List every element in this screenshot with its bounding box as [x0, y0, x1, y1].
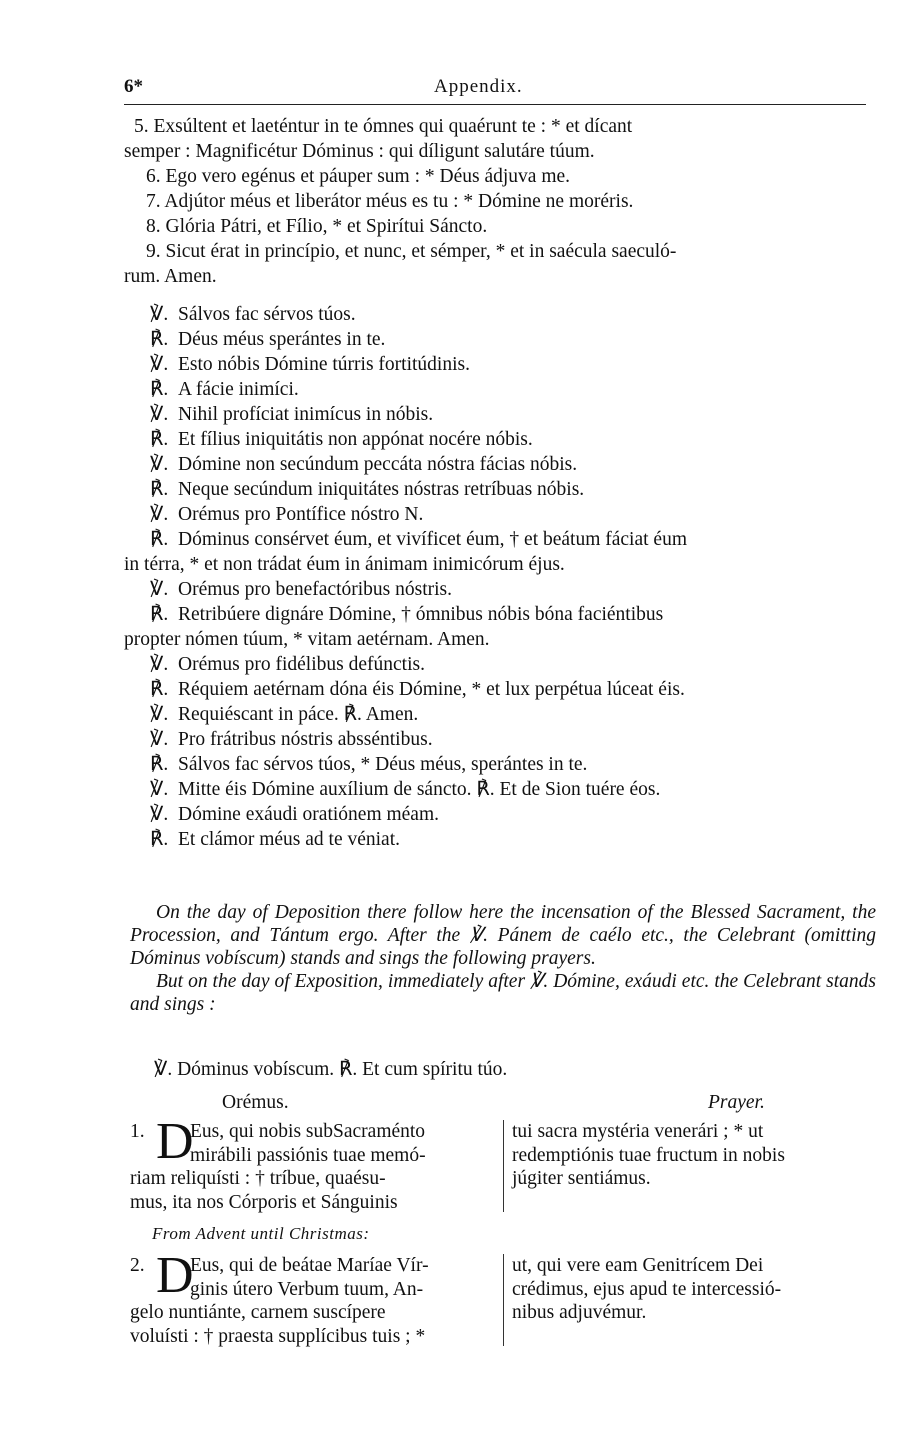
rubric [130, 901, 876, 1016]
versicle-row [124, 702, 874, 727]
advent-caption: From Advent until Christmas: [152, 1224, 370, 1243]
versicle-text: Mitte éis Dómine auxílium de sáncto. ℟. Et de Sion tuére éos. [178, 779, 661, 800]
prayer-line: crédimus, ejus apud te intercessió- [512, 1278, 782, 1300]
versicle-symbol: ℣. [150, 504, 169, 525]
versicle-text: Dómine exáudi oratiónem méam. [178, 804, 440, 825]
versicle-text: A fácie inimíci. [178, 379, 299, 400]
psalm-verse-cont: semper : Magnificétur Dóminus : qui díligunt salutáre túum. [124, 141, 595, 162]
response-symbol: ℟. [150, 479, 169, 500]
psalm-verse-cont: rum. Amen. [124, 266, 217, 287]
prayer-line: nibus adjuvémur. [512, 1302, 647, 1323]
prayer-line: ut, qui vere eam Genitrícem Dei [512, 1255, 764, 1276]
versicle-text: Retribúere dignáre Dómine, † ómnibus nóbis bóna faciéntibus [178, 604, 664, 625]
versicle-row [124, 352, 874, 377]
page-header [124, 76, 864, 102]
prayer-1-number: 1. [130, 1121, 145, 1142]
versicle-text: Nihil profíciat inimícus in nóbis. [178, 404, 434, 425]
response-symbol: ℟. [150, 429, 169, 450]
response-symbol: ℟. [150, 829, 169, 850]
versicle-symbol: ℣. [150, 654, 169, 675]
versicle-row [124, 427, 874, 452]
column-rule [503, 1254, 504, 1346]
versicle-symbol: ℣. [150, 404, 169, 425]
prayer-line: gelo nuntiánte, carnem suscípere [130, 1302, 386, 1323]
versicle-row [124, 452, 874, 477]
prayer-1-right [512, 1120, 880, 1191]
prayer-line: voluísti : † praesta supplícibus tuis ; * [130, 1325, 426, 1347]
versicle-text: Orémus pro benefactóribus nóstris. [178, 579, 453, 600]
versicle-text: Dóminus consérvet éum, et vivíficet éum, † et beátum fáciat éum [178, 529, 687, 550]
prayer-line: Eus, qui de beátae Maríae Vír- [190, 1255, 429, 1276]
versicle-continuation: propter nómen túum, * vitam aetérnam. Amen. [124, 629, 490, 650]
psalm-verse: 6. Ego vero egénus et páuper sum : * Déus ádjuva me. [146, 166, 571, 187]
psalm-verse: 9. Sicut érat in princípio, et nunc, et sémper, * et in saécula saeculó- [146, 241, 677, 262]
versicle-row [124, 802, 874, 827]
spacer [124, 289, 874, 302]
versicles [124, 302, 874, 852]
versicle-row [124, 727, 874, 752]
prayer-1-left-cont [130, 1167, 496, 1214]
prayer-2-number: 2. [130, 1255, 145, 1276]
response-symbol: ℟. [150, 679, 169, 700]
versicle-symbol: ℣. [150, 454, 169, 475]
versicle-row [124, 577, 874, 602]
versicle-row [124, 502, 874, 527]
prayer-line: Eus, qui nobis subSacraménto [190, 1121, 426, 1142]
versicle-continuation: in térra, * et non trádat éum in ánimam inimicórum éjus. [124, 554, 565, 575]
response-symbol: ℟. [150, 529, 169, 550]
versicle-text: Requiéscant in páce. ℟. Amen. [178, 704, 419, 725]
response-symbol: ℟. [150, 754, 169, 775]
versicle-row [124, 402, 874, 427]
versicle-symbol: ℣. [150, 729, 169, 750]
versicle-symbol: ℣. [150, 779, 169, 800]
prayer-line: redemptiónis tuae fructum in nobis [512, 1144, 785, 1166]
psalm-verse: 8. Glória Pátri, et Fílio, * et Spirítui Sáncto. [146, 216, 488, 237]
psalm-verse: 5. Exsúltent et laeténtur in te ómnes qui quaérunt te : * et dícant [134, 116, 633, 137]
versicle-symbol: ℣. [150, 304, 169, 325]
prayer-line: tui sacra mystéria venerári ; * ut [512, 1121, 764, 1142]
versicle-text: Réquiem aetérnam dóna éis Dómine, * et lux perpétua lúceat éis. [178, 679, 685, 700]
rubric-deposition: On the day of Deposition there follow here the incensation of the Blessed Sacrament, the Procession, and Tántum ergo. After the ℣. Pánem de caélo etc., the Celebrant (omitting Dóminus vobíscum) stands and sings the following prayers. [130, 902, 876, 969]
prayer-1-dropcap: D [156, 1113, 194, 1170]
versicle-row [124, 827, 874, 852]
versicle-text: Déus méus sperántes in te. [178, 329, 386, 350]
column-rule [503, 1120, 504, 1212]
prayer-line: riam reliquísti : † tríbue, quaésu- [130, 1168, 386, 1189]
prayer-2-left-cont [130, 1301, 496, 1348]
prayer-line: mus, ita nos Córporis et Sánguinis [130, 1191, 398, 1213]
prayer-line: júgiter sentiámus. [512, 1168, 651, 1189]
prayer-line: ginis útero Verbum tuum, An- [190, 1278, 424, 1300]
versicle-symbol: ℣. [150, 704, 169, 725]
versicle-row [124, 677, 874, 702]
versicle-row [124, 302, 874, 327]
versicle-text: Pro frátribus nóstris absséntibus. [178, 729, 433, 750]
page-number: 6* [124, 76, 143, 97]
versicle-row [124, 527, 874, 552]
prayer-heading: Prayer. [708, 1092, 765, 1113]
rubric-exposition: But on the day of Exposition, immediately after ℣. Dómine, exáudi etc. the Celebrant stands and sings : [130, 971, 876, 1015]
psalm-body [124, 114, 874, 852]
versicle-text: Neque secúndum iniquitátes nóstras retríbuas nóbis. [178, 479, 585, 500]
versicle-text: Orémus pro Pontífice nóstro N. [178, 504, 424, 525]
versicle-row [124, 377, 874, 402]
versicle-text: Sálvos fac sérvos túos. [178, 304, 356, 325]
versicle-text: Orémus pro fidélibus defúnctis. [178, 654, 425, 675]
versicle-text: Et clámor méus ad te véniat. [178, 829, 401, 850]
versicle-row [124, 477, 874, 502]
prayer-2-left [190, 1254, 496, 1301]
psalm-verse: 7. Adjútor méus et liberátor méus es tu : * Dómine ne moréris. [146, 191, 634, 212]
versicle-row [124, 777, 874, 802]
versicle-text: Dómine non secúndum peccáta nóstra fácias nóbis. [178, 454, 578, 475]
dominus-vobiscum: ℣. Dóminus vobíscum. ℟. Et cum spíritu túo. [154, 1059, 508, 1080]
versicle-text: Et fílius iniquitátis non appónat nocére nóbis. [178, 429, 533, 450]
prayer-2-right [512, 1254, 876, 1325]
versicle-symbol: ℣. [150, 354, 169, 375]
versicle-row [124, 602, 874, 627]
oremus-heading: Orémus. [222, 1092, 289, 1113]
prayer-2-dropcap: D [156, 1247, 194, 1304]
running-head: Appendix. [434, 76, 523, 97]
response-symbol: ℟. [150, 329, 169, 350]
versicle-symbol: ℣. [150, 579, 169, 600]
prayer-line: mirábili passiónis tuae memó- [190, 1144, 426, 1166]
versicle-row [124, 327, 874, 352]
header-rule [124, 104, 866, 105]
versicle-symbol: ℣. [150, 804, 169, 825]
response-symbol: ℟. [150, 379, 169, 400]
versicle-text: Sálvos fac sérvos túos, * Déus méus, sperántes in te. [178, 754, 588, 775]
versicle-text: Esto nóbis Dómine túrris fortitúdinis. [178, 354, 470, 375]
versicle-row [124, 652, 874, 677]
prayer-1-left [190, 1120, 496, 1167]
versicle-row [124, 752, 874, 777]
response-symbol: ℟. [150, 604, 169, 625]
